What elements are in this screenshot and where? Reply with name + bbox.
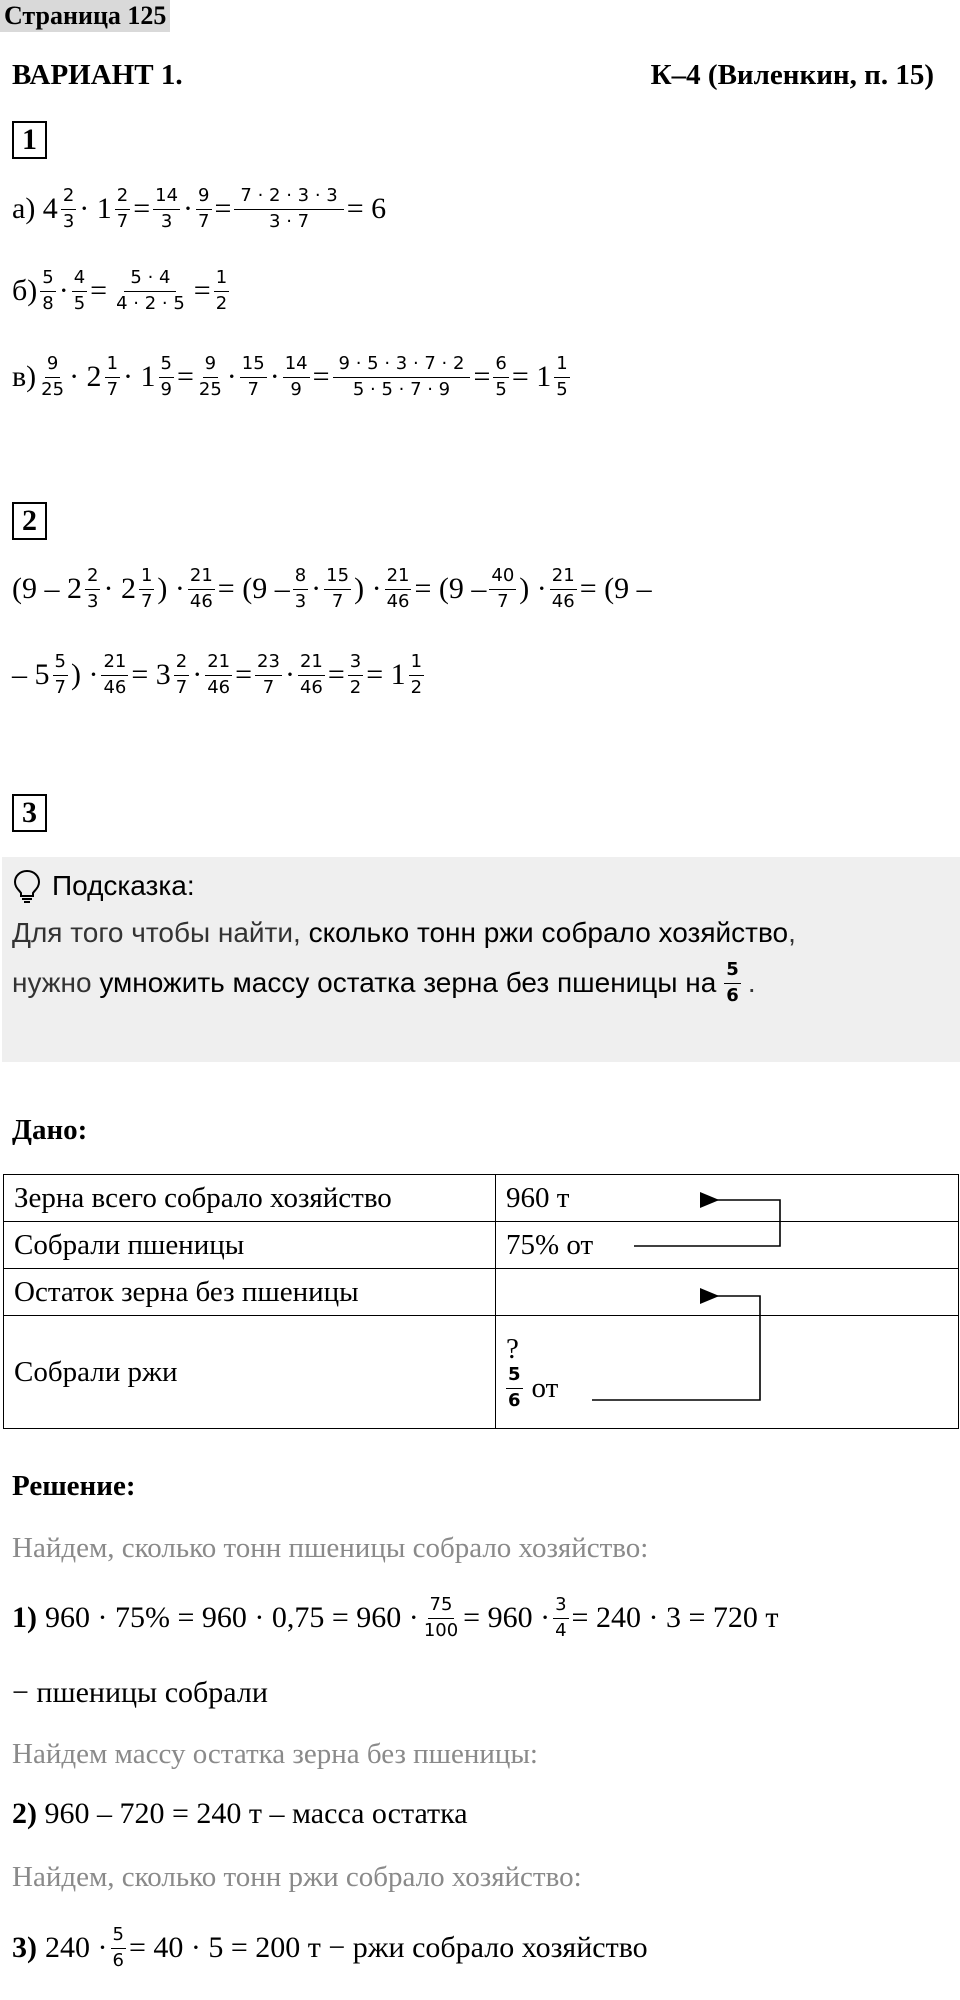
variant-title: ВАРИАНТ 1.: [12, 59, 183, 91]
given-value: 75% от: [496, 1222, 959, 1269]
given-label: Собрали ржи: [4, 1316, 496, 1429]
task1-line-b: б) $\frac{5}{8}$ · $\frac{4}{5}$ = $\frac{5 \cdot 4}{4 \cdot 2 \cdot 5}$ = $\frac{1}{2}$: [12, 267, 228, 314]
solution-title: Решение:: [12, 1470, 136, 1502]
given-value: ? $\frac{5}{6}$ от: [496, 1316, 959, 1429]
step2-caption: Найдем массу остатка зерна без пшеницы:: [12, 1738, 538, 1770]
task1-line-c: в) $\frac{9}{25}$ · 2 $\frac{1}{7}$ · 1 $\frac{5}{9}$ = $\frac{9}{25}$ · $\frac{15}{7}$ · $\frac{14}{9}$ = $\frac{9 \cdot 5 \cdot 3 \cdot 7 \cdot 2}{5 \cdot 5 \cdot 7 \cdot 9}$ = $\frac{6}{5}$ = 1 $\frac{1}{5}$: [12, 353, 568, 400]
step1-tail: − пшеницы собрали: [12, 1676, 268, 1709]
hint-title: Подсказка:: [12, 866, 195, 906]
given-label: Зерна всего собрало хозяйство: [4, 1175, 496, 1222]
hint-line-1: Для того чтобы найти, сколько тонн ржи собрало хозяйство,: [12, 917, 796, 948]
step3-caption: Найдем, сколько тонн ржи собрало хозяйство:: [12, 1861, 582, 1893]
task-number-2: 2: [12, 502, 47, 540]
task-number-3: 3: [12, 794, 47, 832]
given-value: 960 т: [496, 1175, 959, 1222]
given-label: Собрали пшеницы: [4, 1222, 496, 1269]
task2-line-1: (9 – 2 $\frac{2}{3}$ · 2 $\frac{1}{7}$ ) · $\frac{21}{46}$ = (9 – $\frac{8}{3}$ · $\frac{15}{7}$ ) · $\frac{21}{46}$ = (9 – $\frac{40}{7}$ ) · $\frac{21}{46}$ = (9 –: [12, 565, 652, 612]
page-number: Страница 125: [0, 0, 170, 32]
step1-caption: Найдем, сколько тонн пшеницы собрало хозяйство:: [12, 1532, 649, 1564]
task1-line-a: а) 4 $\frac{2}{3}$ · 1 $\frac{2}{7}$ = $\frac{14}{3}$ · $\frac{9}{7}$ = $\frac{7 \cdot 2 \cdot 3 \cdot 3}{3 \cdot 7}$ = 6: [12, 185, 387, 232]
task-number-1: 1: [12, 121, 47, 159]
given-label: Остаток зерна без пшеницы: [4, 1269, 496, 1316]
given-title: Дано:: [12, 1114, 88, 1146]
step2-line: 2) 960 – 720 = 240 т – масса остатка: [12, 1797, 468, 1830]
step1-line: 1) 960 · 75% = 960 · 0,75 = 960 · $\frac{75}{100}$ = 960 · $\frac{3}{4}$ = 240 · 3 = 720 т: [12, 1594, 779, 1641]
hint-line-2: нужно умножить массу остатка зерна без пшеницы на $\frac{5}{6}$ .: [12, 959, 756, 1006]
step3-line: 3) 240 · $\frac{5}{6}$ = 40 · 5 = 200 т − ржи собрало хозяйство: [12, 1924, 648, 1971]
task2-line-2: – 5 $\frac{5}{7}$ ) · $\frac{21}{46}$ = 3 $\frac{2}{7}$ · $\frac{21}{46}$ = $\frac{23}{7}$ · $\frac{21}{46}$ = $\frac{3}{2}$ = 1 $\frac{1}{2}$: [12, 651, 423, 698]
reference-title: К–4 (Виленкин, п. 15): [650, 59, 934, 91]
